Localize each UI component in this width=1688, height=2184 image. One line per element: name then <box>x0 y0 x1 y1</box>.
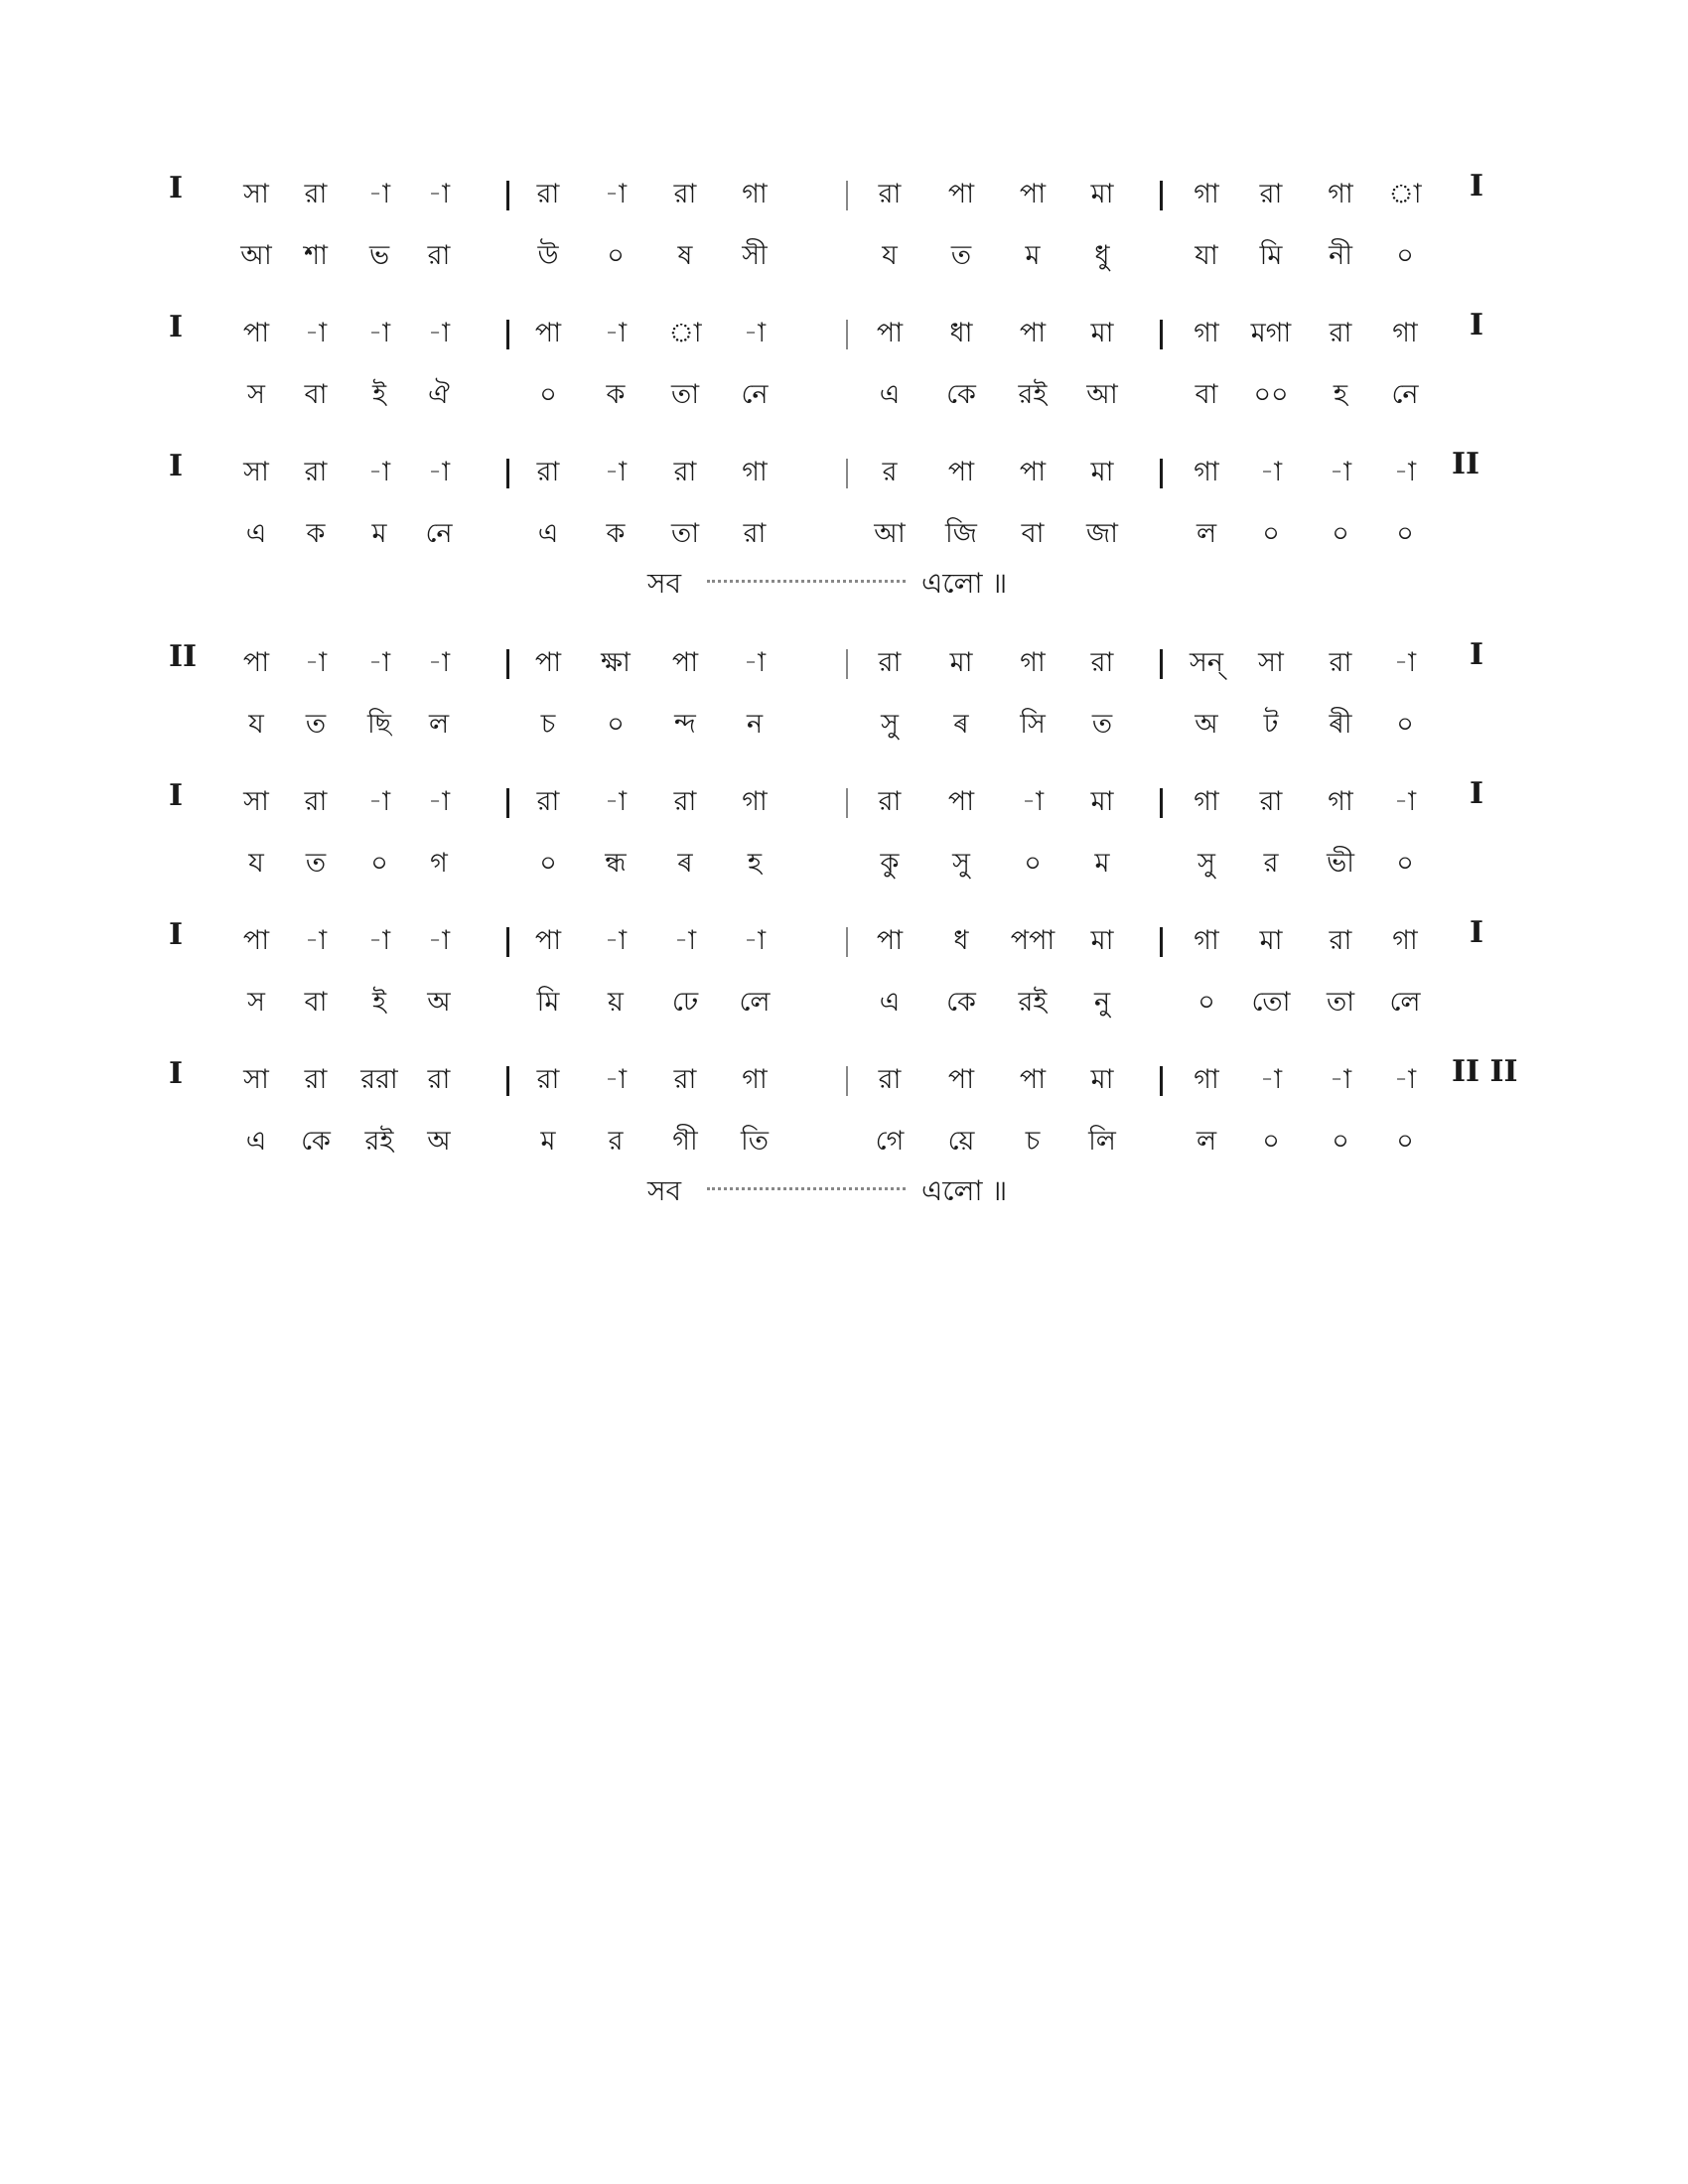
note-cell: -া <box>304 925 328 956</box>
open-barline-marker: II <box>169 639 198 674</box>
note-cell: পা <box>1019 1064 1047 1095</box>
note-cell: ররা <box>360 1064 398 1095</box>
note-cell: গা <box>1194 179 1219 209</box>
lyric-cell: ত <box>305 848 327 879</box>
lyric-cell: ই <box>371 987 387 1018</box>
lyric-cell: ম <box>1094 848 1110 879</box>
lyric-cell: আ <box>240 240 272 271</box>
note-cell: রা <box>878 647 902 678</box>
note-cell: পা <box>1019 457 1047 487</box>
lyric-cell: বা <box>1021 518 1045 549</box>
note-cell: রা <box>1329 318 1352 348</box>
note-cell: মা <box>1090 457 1114 487</box>
note-cell: পা <box>242 925 270 956</box>
measure-divider <box>506 1066 509 1096</box>
lyric-cell: ন্দ <box>674 709 696 740</box>
lyric-cell: এ <box>537 518 559 549</box>
note-cell: রা <box>536 457 560 487</box>
lyric-cell: জা <box>1086 518 1118 549</box>
close-barline-marker: II <box>1452 447 1480 481</box>
note-cell: -া <box>1393 457 1417 487</box>
lyric-cell: ত <box>305 709 327 740</box>
lyric-cell: স <box>247 379 265 410</box>
note-cell: -া <box>304 318 328 348</box>
close-barline-marker: I <box>1470 915 1484 950</box>
close-barline-marker: II II <box>1452 1054 1518 1089</box>
note-cell: -া <box>367 179 391 209</box>
lyric-cell: রই <box>1018 987 1048 1018</box>
note-cell: ধা <box>949 318 973 348</box>
note-cell: গা <box>742 457 768 487</box>
lyric-cell: ঐ <box>428 379 450 410</box>
note-cell: রা <box>878 1064 902 1095</box>
lyric-cell: য়ে <box>947 1126 975 1157</box>
note-cell: পপা <box>1010 925 1055 956</box>
note-cell: মা <box>1090 179 1114 209</box>
note-cell: গা <box>1328 179 1353 209</box>
lyric-cell: র <box>608 1126 624 1157</box>
lyric-cell: তি <box>741 1126 769 1157</box>
lyric-cell: কু <box>880 848 900 879</box>
note-cell: গা <box>1194 318 1219 348</box>
lyric-cell: নু <box>1093 987 1111 1018</box>
refrain-ellipsis <box>707 1187 906 1190</box>
open-barline-marker: I <box>169 449 184 483</box>
lyric-cell: কে <box>946 379 976 410</box>
lyric-cell: ০ <box>1262 518 1280 549</box>
note-cell: সা <box>243 1064 269 1095</box>
open-barline-marker: I <box>169 778 184 813</box>
note-cell: সন্ <box>1190 647 1223 678</box>
measure-divider <box>846 459 848 488</box>
note-cell: পা <box>1019 318 1047 348</box>
lyric-cell: ন্ধ <box>605 848 627 879</box>
lyric-cell: এ <box>879 987 901 1018</box>
note-cell: -া <box>367 925 391 956</box>
note-cell: া <box>1388 179 1422 209</box>
lyric-cell: তা <box>670 518 700 549</box>
note-cell: সা <box>243 457 269 487</box>
note-cell: -া <box>427 179 451 209</box>
note-cell: -া <box>604 318 628 348</box>
lyric-cell: হ <box>747 848 763 879</box>
lyric-cell: সু <box>952 848 970 879</box>
lyric-cell: ০ <box>1396 709 1414 740</box>
lyric-cell: শা <box>304 240 328 271</box>
lyric-cell: মি <box>1259 240 1283 271</box>
note-cell: -া <box>1393 786 1417 817</box>
lyric-cell: এ <box>245 1126 267 1157</box>
lyric-cell: যা <box>1195 240 1218 271</box>
lyric-cell: ৰী <box>1329 709 1352 740</box>
note-cell: -া <box>1329 1064 1352 1095</box>
note-cell: রা <box>304 1064 328 1095</box>
note-cell: -া <box>1021 786 1045 817</box>
lyric-cell: ন <box>746 709 764 740</box>
note-cell: পা <box>876 925 904 956</box>
lyric-cell: রই <box>1018 379 1048 410</box>
note-cell: মা <box>1090 318 1114 348</box>
note-cell: -া <box>604 179 628 209</box>
measure-divider <box>846 1066 848 1096</box>
note-cell: গা <box>742 1064 768 1095</box>
note-cell: রা <box>1090 647 1114 678</box>
lyric-cell: ০ <box>1332 518 1349 549</box>
note-cell: মা <box>1259 925 1283 956</box>
note-cell: রা <box>673 179 697 209</box>
lyric-cell: স <box>247 987 265 1018</box>
lyric-cell: মি <box>536 987 560 1018</box>
note-cell: গা <box>1194 1064 1219 1095</box>
note-cell: রা <box>1259 179 1283 209</box>
lyric-cell: ৰ <box>677 848 693 879</box>
lyric-cell: রই <box>364 1126 394 1157</box>
lyric-cell: তো <box>1251 987 1291 1018</box>
lyric-cell: চ <box>1025 1126 1041 1157</box>
note-cell: রা <box>1259 786 1283 817</box>
lyric-cell: ল <box>1196 1126 1217 1157</box>
lyric-cell: ০ <box>1332 1126 1349 1157</box>
refrain-start: সব <box>647 567 682 600</box>
note-cell: গা <box>1392 318 1418 348</box>
note-cell: পা <box>534 318 562 348</box>
note-cell: গা <box>1194 786 1219 817</box>
lyric-cell: ত <box>950 240 972 271</box>
close-barline-marker: I <box>1470 637 1484 672</box>
lyric-cell: ০ <box>1262 1126 1280 1157</box>
measure-divider <box>846 181 848 210</box>
note-cell: রা <box>536 1064 560 1095</box>
note-cell: -া <box>367 647 391 678</box>
lyric-cell: কে <box>301 1126 331 1157</box>
note-cell: -া <box>427 925 451 956</box>
lyric-cell: ল <box>1196 518 1217 549</box>
lyric-cell: ০ <box>1396 240 1414 271</box>
note-cell: গা <box>1328 786 1353 817</box>
note-cell: রা <box>304 786 328 817</box>
note-cell: -া <box>367 457 391 487</box>
note-cell: -া <box>743 647 767 678</box>
lyric-cell: র <box>1263 848 1279 879</box>
measure-divider <box>846 320 848 349</box>
lyric-cell: উ <box>537 240 559 271</box>
lyric-cell: ধু <box>1094 240 1110 271</box>
note-cell: রা <box>878 179 902 209</box>
lyric-cell: ০ <box>370 848 388 879</box>
lyric-cell: গে <box>875 1126 905 1157</box>
measure-divider <box>506 459 509 488</box>
close-barline-marker: I <box>1470 308 1484 342</box>
lyric-cell: অ <box>427 987 451 1018</box>
lyric-cell: বা <box>1195 379 1218 410</box>
lyric-cell: কে <box>946 987 976 1018</box>
lyric-cell: ০ <box>539 848 557 879</box>
lyric-cell: ০ <box>1396 1126 1414 1157</box>
lyric-cell: অ <box>427 1126 451 1157</box>
lyric-cell: ০০ <box>1253 379 1289 410</box>
lyric-cell: ত <box>1091 709 1113 740</box>
lyric-cell: ০ <box>1197 987 1215 1018</box>
lyric-cell: ষ <box>677 240 693 271</box>
note-cell: রা <box>536 179 560 209</box>
close-barline-marker: I <box>1470 776 1484 811</box>
lyric-cell: লি <box>1088 1126 1116 1157</box>
note-cell: ধ <box>953 925 969 956</box>
note-cell: মগা <box>1250 318 1292 348</box>
note-cell: রা <box>304 179 328 209</box>
note-cell: পা <box>947 457 975 487</box>
lyric-cell: ম <box>371 518 387 549</box>
measure-divider <box>1160 459 1163 488</box>
lyric-cell: বা <box>304 987 328 1018</box>
lyric-cell: সু <box>881 709 899 740</box>
note-cell: সা <box>243 786 269 817</box>
lyric-cell: ০ <box>1024 848 1042 879</box>
lyric-cell: নে <box>741 379 769 410</box>
lyric-cell: এ <box>879 379 901 410</box>
lyric-cell: ০ <box>1396 518 1414 549</box>
note-cell: -া <box>743 318 767 348</box>
note-cell: -া <box>604 1064 628 1095</box>
note-cell: পা <box>242 318 270 348</box>
note-cell: পা <box>1019 179 1047 209</box>
measure-divider <box>1160 1066 1163 1096</box>
lyric-cell: রা <box>743 518 767 549</box>
lyric-cell: লে <box>739 987 771 1018</box>
note-cell: রা <box>673 457 697 487</box>
note-cell: গা <box>1020 647 1046 678</box>
lyric-cell: সি <box>1020 709 1046 740</box>
note-cell: -া <box>367 318 391 348</box>
lyric-cell: হ <box>1333 379 1348 410</box>
lyric-cell: সী <box>742 240 768 271</box>
note-cell: -া <box>604 925 628 956</box>
lyric-cell: নে <box>425 518 453 549</box>
lyric-cell: আ <box>1086 379 1118 410</box>
note-cell: -া <box>427 457 451 487</box>
note-cell: -া <box>367 786 391 817</box>
measure-divider <box>1160 181 1163 210</box>
lyric-cell: ০ <box>539 379 557 410</box>
note-cell: পা <box>671 647 699 678</box>
open-barline-marker: I <box>169 171 184 205</box>
note-cell: -া <box>304 647 328 678</box>
note-cell: গা <box>1194 457 1219 487</box>
note-cell: গা <box>1194 925 1219 956</box>
lyric-cell: নে <box>1391 379 1419 410</box>
lyric-cell: ট <box>1263 709 1279 740</box>
lyric-cell: ক <box>606 518 626 549</box>
note-cell: গা <box>742 786 768 817</box>
note-cell: -া <box>604 786 628 817</box>
lyric-cell: রা <box>427 240 451 271</box>
note-cell: -া <box>427 647 451 678</box>
lyric-cell: ছি <box>366 709 392 740</box>
note-cell: গা <box>742 179 768 209</box>
lyric-cell: এ <box>245 518 267 549</box>
note-cell: পা <box>534 925 562 956</box>
lyric-cell: গ <box>430 848 448 879</box>
measure-divider <box>1160 927 1163 957</box>
lyric-cell: আ <box>874 518 906 549</box>
lyric-cell: ভী <box>1327 848 1354 879</box>
measure-divider <box>1160 649 1163 679</box>
note-cell: -া <box>1393 1064 1417 1095</box>
refrain-end: এলো ॥ <box>921 1174 1008 1207</box>
refrain-ellipsis <box>707 580 906 583</box>
note-cell: া <box>668 318 702 348</box>
measure-divider <box>506 927 509 957</box>
note-cell: -া <box>427 318 451 348</box>
note-cell: -া <box>743 925 767 956</box>
measure-divider <box>846 927 848 957</box>
measure-divider <box>1160 788 1163 818</box>
lyric-cell: ক <box>606 379 626 410</box>
lyric-cell: বা <box>304 379 328 410</box>
note-cell: রা <box>673 786 697 817</box>
lyric-cell: য় <box>608 987 624 1018</box>
lyric-cell: ক <box>306 518 326 549</box>
note-cell: -া <box>673 925 697 956</box>
note-cell: -া <box>1259 457 1283 487</box>
lyric-cell: ০ <box>607 240 625 271</box>
lyric-cell: চ <box>540 709 556 740</box>
lyric-cell: জি <box>945 518 977 549</box>
measure-divider <box>846 788 848 818</box>
refrain-end: এলো ॥ <box>921 567 1008 600</box>
note-cell: পা <box>242 647 270 678</box>
measure-divider <box>846 649 848 679</box>
lyric-cell: য <box>882 240 898 271</box>
note-cell: র <box>882 457 898 487</box>
note-cell: -া <box>427 786 451 817</box>
lyric-cell: সু <box>1197 848 1215 879</box>
lyric-cell: য <box>248 709 264 740</box>
measure-divider <box>506 788 509 818</box>
lyric-cell: ম <box>1025 240 1041 271</box>
lyric-cell: নী <box>1329 240 1352 271</box>
lyric-cell: ০ <box>607 709 625 740</box>
note-cell: রা <box>878 786 902 817</box>
measure-divider <box>506 320 509 349</box>
lyric-cell: ৰ <box>953 709 969 740</box>
lyric-cell: ল <box>428 709 450 740</box>
measure-divider <box>506 181 509 210</box>
lyric-cell: তা <box>670 379 700 410</box>
note-cell: গা <box>1392 925 1418 956</box>
note-cell: মা <box>1090 925 1114 956</box>
lyric-cell: ০ <box>1396 848 1414 879</box>
lyric-cell: ম <box>540 1126 556 1157</box>
open-barline-marker: I <box>169 310 184 344</box>
note-cell: রা <box>1329 647 1352 678</box>
note-cell: রা <box>304 457 328 487</box>
note-cell: পা <box>947 1064 975 1095</box>
refrain-start: সব <box>647 1174 682 1207</box>
note-cell: -া <box>1259 1064 1283 1095</box>
lyric-cell: তা <box>1326 987 1355 1018</box>
lyric-cell: লে <box>1389 987 1421 1018</box>
lyric-cell: অ <box>1195 709 1218 740</box>
note-cell: ক্ষা <box>601 647 631 678</box>
note-cell: -া <box>1329 457 1352 487</box>
note-cell: রা <box>536 786 560 817</box>
note-cell: পা <box>947 786 975 817</box>
note-cell: মা <box>949 647 973 678</box>
note-cell: -া <box>1393 647 1417 678</box>
lyric-cell: ই <box>371 379 387 410</box>
note-cell: মা <box>1090 786 1114 817</box>
note-cell: -া <box>604 457 628 487</box>
note-cell: পা <box>947 179 975 209</box>
note-cell: পা <box>876 318 904 348</box>
note-cell: রা <box>1329 925 1352 956</box>
note-cell: রা <box>427 1064 451 1095</box>
note-cell: পা <box>534 647 562 678</box>
close-barline-marker: I <box>1470 169 1484 204</box>
lyric-cell: ঢে <box>671 987 699 1018</box>
measure-divider <box>506 649 509 679</box>
lyric-cell: য <box>248 848 264 879</box>
open-barline-marker: I <box>169 917 184 952</box>
lyric-cell: ভ <box>368 240 390 271</box>
measure-divider <box>1160 320 1163 349</box>
note-cell: মা <box>1090 1064 1114 1095</box>
open-barline-marker: I <box>169 1056 184 1091</box>
lyric-cell: গী <box>672 1126 698 1157</box>
note-cell: রা <box>673 1064 697 1095</box>
note-cell: সা <box>243 179 269 209</box>
note-cell: সা <box>1258 647 1284 678</box>
